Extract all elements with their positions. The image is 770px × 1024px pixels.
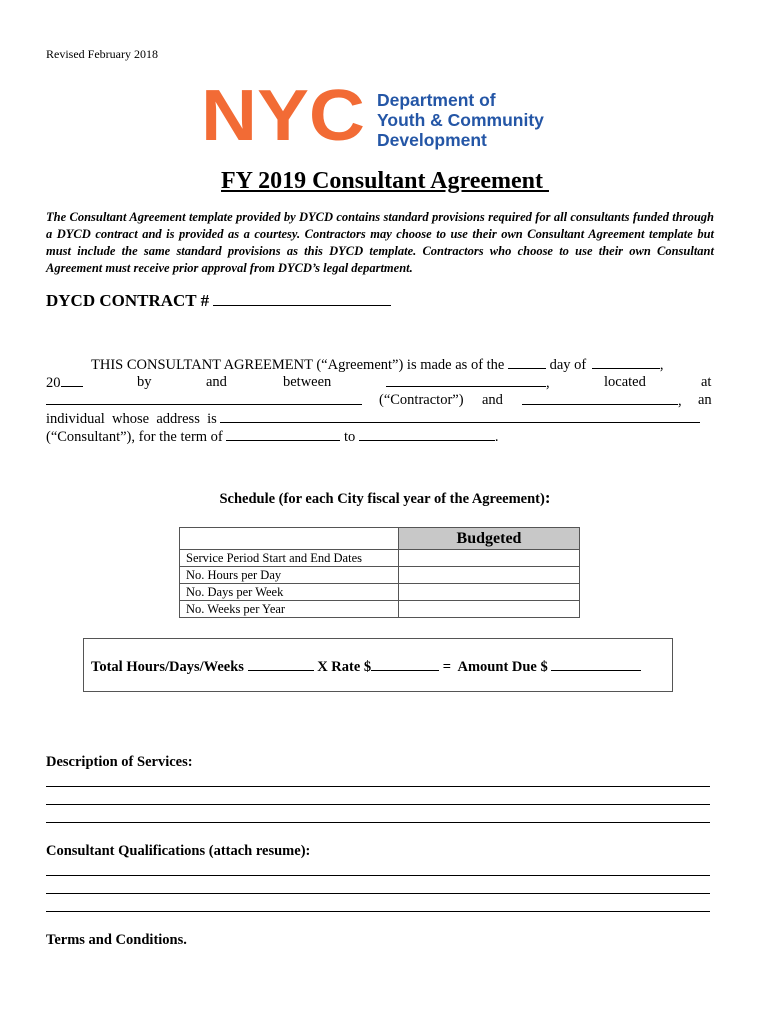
- row-label: No. Weeks per Year: [180, 601, 399, 618]
- days-per-week-cell[interactable]: [399, 584, 580, 601]
- logo-line-3: Development: [377, 130, 487, 150]
- schedule-header-empty: [180, 528, 399, 550]
- revised-date: Revised February 2018: [46, 47, 158, 61]
- agreement-line-4: individual whose address is: [46, 410, 700, 428]
- contract-label: DYCD CONTRACT #: [46, 291, 210, 310]
- nyc-logo-mark: [201, 88, 367, 142]
- agreement-line-3: [46, 392, 362, 410]
- description-line[interactable]: [46, 786, 710, 787]
- qualifications-line[interactable]: [46, 875, 710, 876]
- consultant-name-field: ,: [522, 392, 682, 410]
- logo-line-1: Department of: [377, 90, 496, 110]
- terms-heading: Terms and Conditions.: [46, 932, 187, 948]
- weeks-per-year-cell[interactable]: [399, 601, 580, 618]
- consultant-name-blank[interactable]: [522, 392, 678, 405]
- year-blank[interactable]: [61, 374, 83, 387]
- hours-per-day-cell[interactable]: [399, 567, 580, 584]
- word-and-2: and: [482, 392, 503, 408]
- contractor-name-field: ,: [386, 374, 550, 392]
- budgeted-header: Budgeted: [399, 528, 580, 550]
- agreement-line-2-year: 20: [46, 374, 83, 392]
- word-located: located: [604, 374, 646, 390]
- row-label: Service Period Start and End Dates: [180, 550, 399, 567]
- contract-number-field: [46, 291, 391, 311]
- total-calculation: Total Hours/Days/Weeks X Rate $ = Amount Due $: [91, 658, 641, 676]
- table-row: [180, 567, 580, 584]
- total-calculation-box: [83, 638, 673, 692]
- word-an: an: [698, 392, 712, 408]
- qualifications-heading: Consultant Qualifications (attach resume):: [46, 843, 311, 859]
- word-at: at: [701, 374, 712, 390]
- qualifications-line[interactable]: [46, 911, 710, 912]
- word-between: between: [283, 374, 332, 390]
- agreement-line-1: THIS CONSULTANT AGREEMENT (“Agreement”) is made as of the day of ,: [91, 357, 664, 373]
- total-units-blank[interactable]: [248, 658, 314, 671]
- service-period-cell[interactable]: [399, 550, 580, 567]
- schedule-header-row: [180, 528, 580, 550]
- term-end-blank[interactable]: [359, 428, 495, 441]
- dycd-logo: [201, 88, 566, 150]
- table-row: [180, 601, 580, 618]
- agreement-line-5: (“Consultant”), for the term of to .: [46, 429, 499, 445]
- contract-number-blank[interactable]: [213, 291, 391, 306]
- contractor-label: (“Contractor”): [379, 392, 464, 408]
- consultant-address-blank[interactable]: [220, 410, 700, 423]
- contractor-name-blank[interactable]: [386, 374, 546, 387]
- page-title: FY 2019 Consultant Agreement: [221, 168, 549, 194]
- description-line[interactable]: [46, 804, 710, 805]
- word-and: and: [206, 374, 227, 390]
- nyc-mark-text: NYC: [201, 88, 365, 142]
- logo-agency-name: [377, 90, 544, 150]
- schedule-heading: Schedule (for each City fiscal year of the Agreement):: [219, 488, 551, 507]
- month-blank[interactable]: [592, 356, 660, 369]
- row-label: No. Hours per Day: [180, 567, 399, 584]
- rate-blank[interactable]: [371, 658, 439, 671]
- table-row: [180, 584, 580, 601]
- intro-paragraph: The Consultant Agreement template provided by DYCD contains standard provisions required for all consultants funded through a DYCD contract and is provided as a courtesy. Contractors may choose to use their own Consultant Agreement template but must include the same standard provisions as this DYCD template. Contractors who choose to use their own Consultant Agreement must receive prior approval from DYCD’s legal department.: [46, 210, 714, 275]
- contractor-address-blank[interactable]: [46, 392, 362, 405]
- description-line[interactable]: [46, 822, 710, 823]
- schedule-table: [179, 527, 580, 618]
- word-by: by: [137, 374, 152, 390]
- description-heading: Description of Services:: [46, 754, 193, 770]
- qualifications-line[interactable]: [46, 893, 710, 894]
- row-label: No. Days per Week: [180, 584, 399, 601]
- logo-line-2: Youth & Community: [377, 110, 544, 130]
- day-blank[interactable]: [508, 356, 546, 369]
- table-row: [180, 550, 580, 567]
- amount-due-blank[interactable]: [551, 658, 641, 671]
- term-start-blank[interactable]: [226, 428, 340, 441]
